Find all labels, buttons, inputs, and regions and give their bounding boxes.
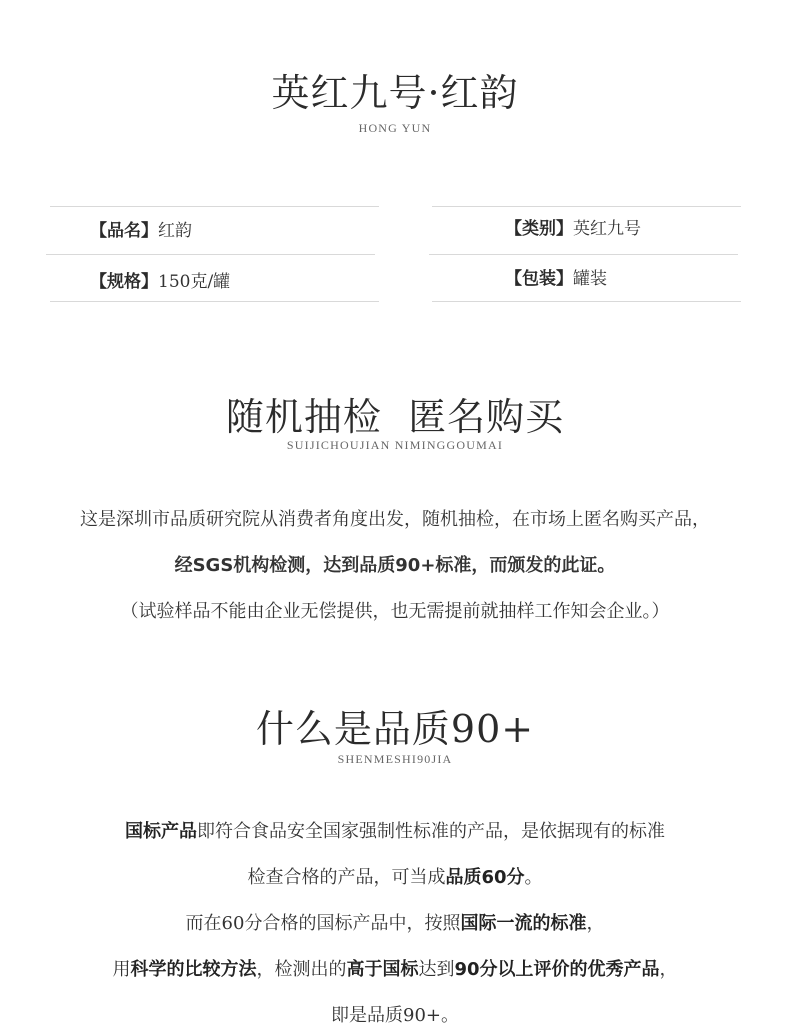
page-title: 英红九号·红韵 xyxy=(271,71,519,115)
spec-item-packaging xyxy=(505,264,607,289)
body-text: ， xyxy=(659,959,678,980)
emphasis-text: 国标产品 xyxy=(125,821,197,842)
paragraph-note: （试验样品不能由企业无偿提供，也无需提前就抽样工作知会企业。） xyxy=(120,601,670,622)
spec-item-category xyxy=(505,214,641,239)
divider xyxy=(429,254,738,255)
body-text: 即符合食品安全国家强制性标准的产品，是依据现有的标准 xyxy=(197,821,665,842)
emphasis-text: 国际一流的标准 xyxy=(460,913,587,934)
spec-item-size xyxy=(90,267,230,292)
paragraph-line xyxy=(0,909,790,935)
spec-item-name xyxy=(90,216,192,241)
paragraph-line: 即是品质90+。 xyxy=(331,1005,459,1026)
emphasis-text: 品质60分 xyxy=(445,867,525,888)
body-text: ， xyxy=(586,913,605,934)
paragraph-line xyxy=(0,955,790,981)
emphasis-text: 科学的比较方法 xyxy=(130,959,257,980)
divider xyxy=(432,206,741,207)
body-text: ，检测出的 xyxy=(256,959,347,980)
section-subtitle: SUIJICHOUJIAN NIMINGGOUMAI xyxy=(286,438,504,452)
section-title: 随机抽检 匿名购买 xyxy=(225,395,565,439)
spec-label: 【包装】 xyxy=(505,269,573,289)
divider xyxy=(46,254,375,255)
spec-value: 英红九号 xyxy=(573,219,641,239)
paragraph-line xyxy=(0,863,790,889)
body-text: 达到 xyxy=(418,959,455,980)
emphasis-text: 高于国标 xyxy=(346,959,419,980)
section-subtitle: SHENMESHI90JIA xyxy=(337,752,453,766)
emphasis-text: 90分以上评价的优秀产品 xyxy=(454,959,660,980)
paragraph-line xyxy=(0,817,790,843)
body-text: 而在60分合格的国标产品中，按照 xyxy=(185,913,461,934)
body-text: 。 xyxy=(524,867,543,888)
spec-label: 【规格】 xyxy=(90,272,158,292)
divider xyxy=(50,206,379,207)
spec-value: 罐装 xyxy=(573,269,607,289)
paragraph-line: 这是深圳市品质研究院从消费者角度出发，随机抽检，在市场上匿名购买产品， xyxy=(80,509,710,530)
spec-label: 【品名】 xyxy=(90,221,158,241)
body-text: 检查合格的产品，可当成 xyxy=(247,867,446,888)
spec-label: 【类别】 xyxy=(505,219,573,239)
section-title: 什么是品质90+ xyxy=(255,707,535,751)
body-text: 用 xyxy=(112,959,131,980)
spec-value: 150克/罐 xyxy=(158,272,231,292)
page-subtitle: HONG YUN xyxy=(358,121,432,135)
divider xyxy=(432,301,741,302)
divider xyxy=(50,301,379,302)
paragraph-line-emphasis: 经SGS机构检测，达到品质90+标准，而颁发的此证。 xyxy=(174,555,616,576)
spec-value: 红韵 xyxy=(158,221,192,241)
